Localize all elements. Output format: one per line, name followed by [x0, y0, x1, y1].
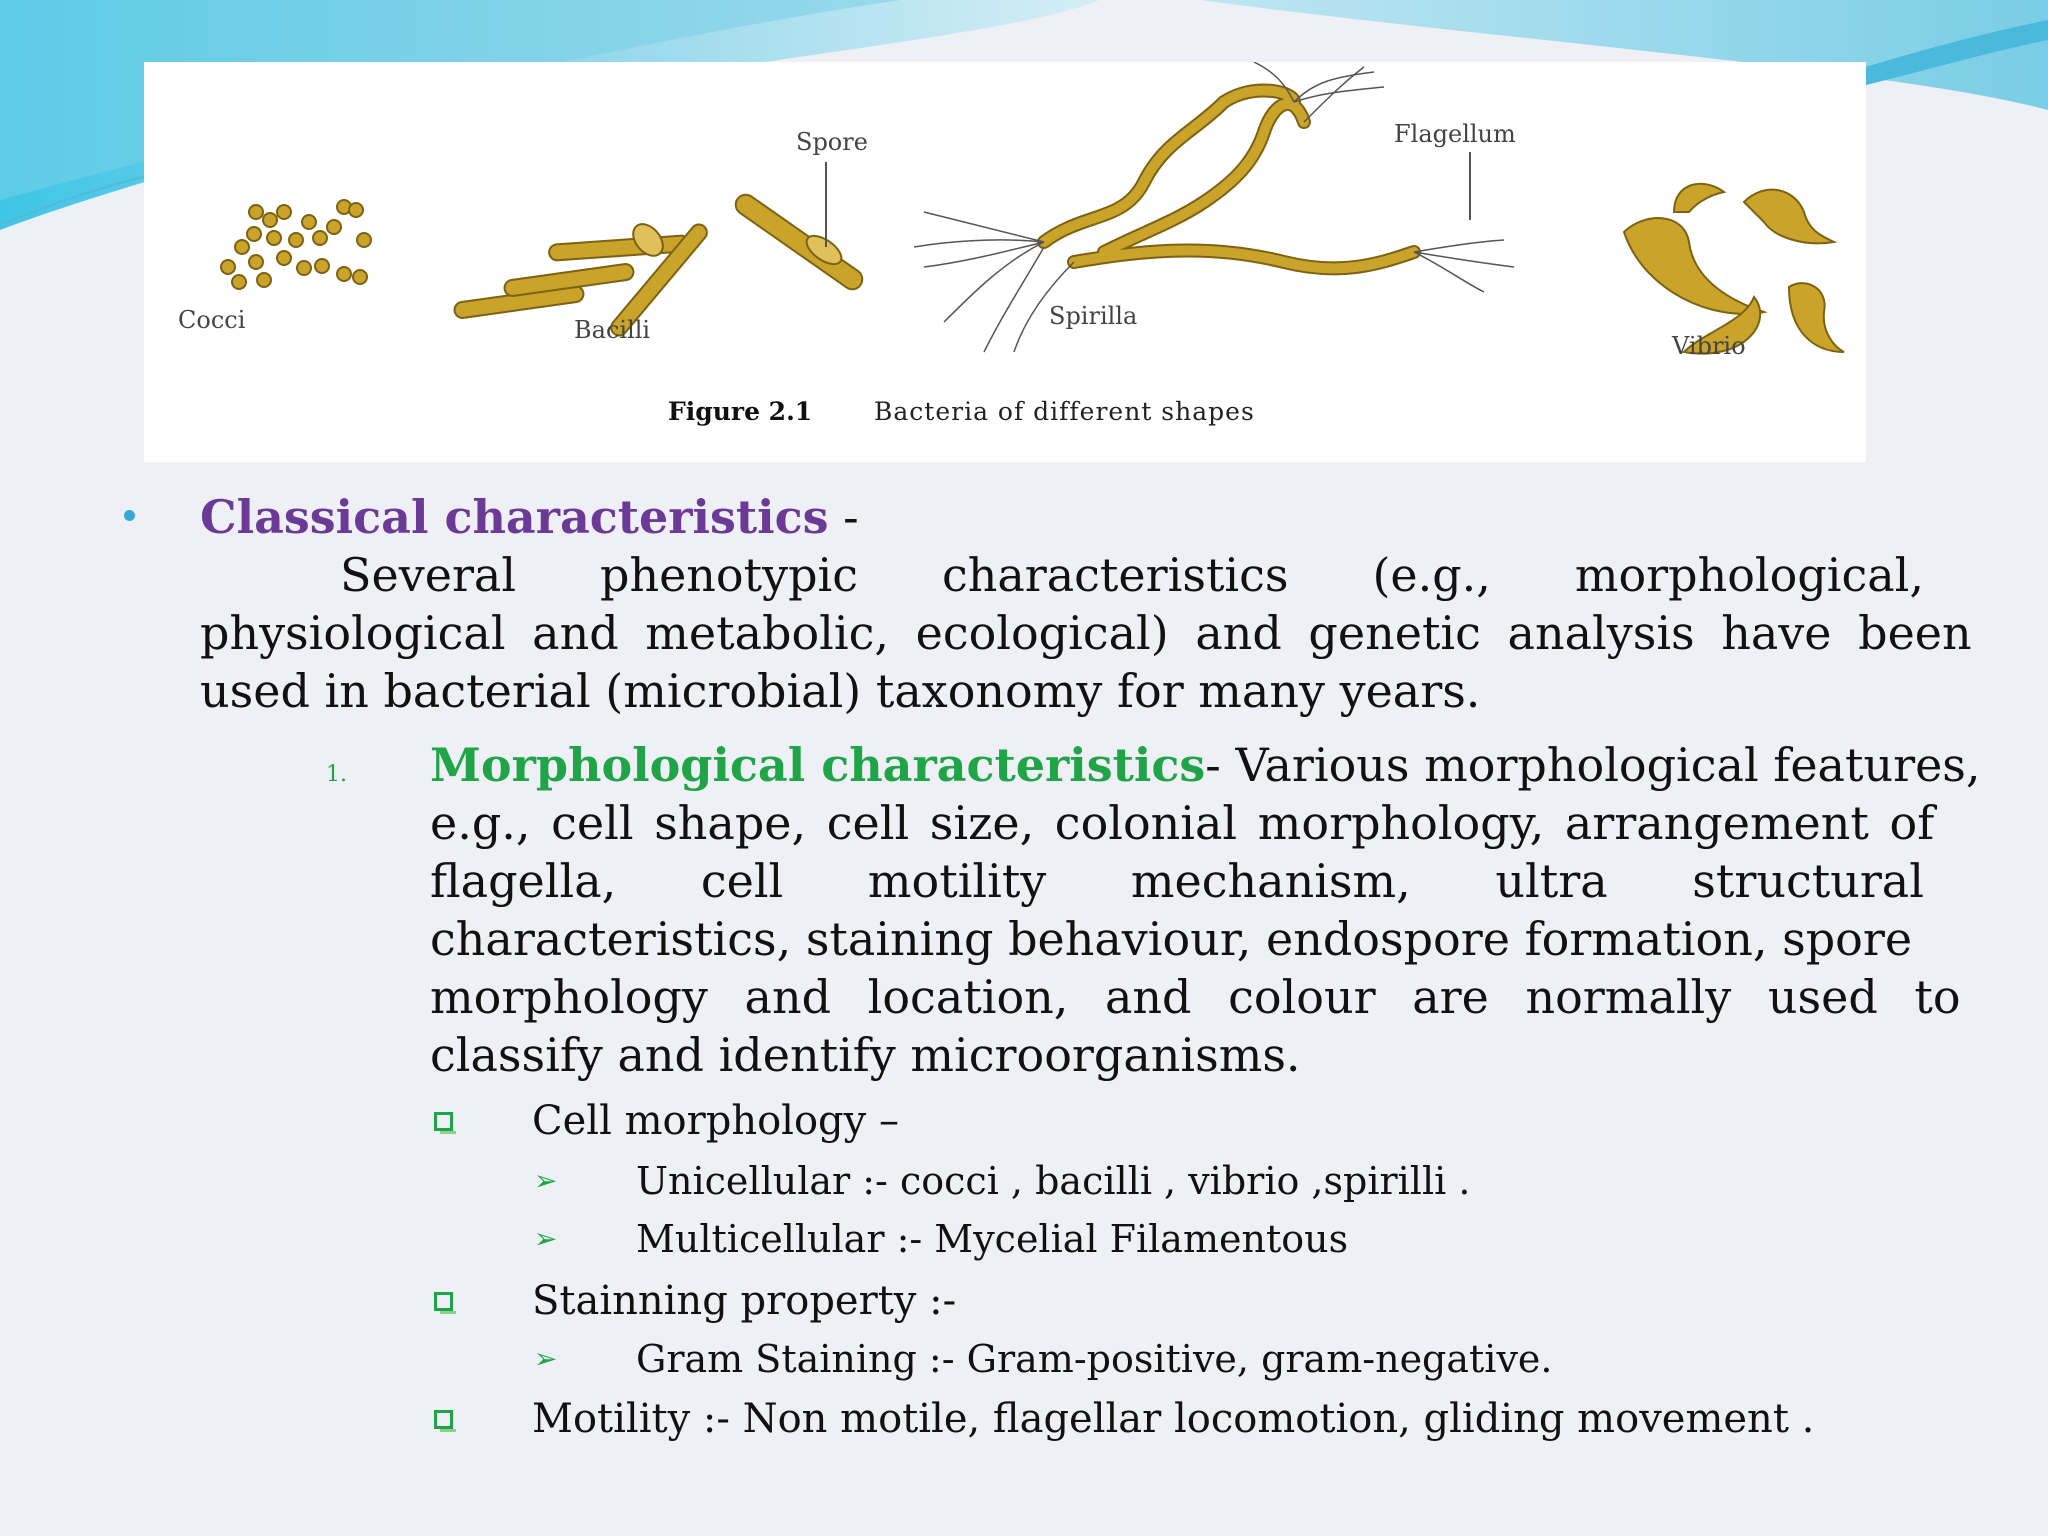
label-spirilla: Spirilla [1049, 302, 1138, 330]
sub-item-cell-morphology: Cell morphology – [532, 1098, 899, 1144]
figure-caption-number: Figure 2.1 [668, 397, 813, 426]
item1-line-1 [430, 736, 1981, 794]
figure-caption-text: Bacteria of different shapes [874, 397, 1255, 426]
square-bullet-icon [434, 1410, 453, 1429]
arrow-bullet-icon: ➢ [534, 1342, 558, 1375]
section-paragraph-line-2: physiological and metabolic, ecological) and genetic analysis have been [200, 606, 1972, 660]
item1-line-6: classify and identify microorganisms. [430, 1028, 1301, 1082]
item1-word: structural [1692, 854, 1924, 908]
item1-line-5: morphology and location, and colour are normally used to [430, 970, 1961, 1024]
para-word: phenotypic [600, 548, 859, 602]
item1-word: ultra [1495, 854, 1608, 908]
para-word: characteristics [941, 548, 1289, 602]
section-paragraph-line-1 [340, 546, 1924, 604]
bacteria-figure [144, 62, 1866, 462]
item1-word: flagella, [430, 854, 617, 908]
arrow-bullet-icon: ➢ [534, 1222, 558, 1255]
label-spore: Spore [796, 128, 868, 156]
item1-line-2: e.g., cell shape, cell size, colonial morphology, arrangement of [430, 796, 1935, 850]
item1-line-3 [430, 852, 1924, 910]
para-word: morphological, [1574, 548, 1924, 602]
item1-word: mechanism, [1130, 854, 1411, 908]
item1-line-4: characteristics, staining behaviour, endospore formation, spore [430, 912, 1913, 966]
arrow-bullet-icon: ➢ [534, 1164, 558, 1197]
para-word: (e.g., [1372, 548, 1491, 602]
sub-child-gram-staining: Gram Staining :- Gram-positive, gram-negative. [636, 1337, 1553, 1381]
sub-child-multicellular: Multicellular :- Mycelial Filamentous [636, 1217, 1349, 1261]
item1-heading: Morphological characteristics [430, 738, 1206, 792]
section-paragraph-line-3: used in bacterial (microbial) taxonomy for many years. [200, 664, 1481, 718]
sub-item-staining: Stainning property :- [532, 1278, 957, 1324]
bullet-dot-icon [124, 510, 135, 521]
sub-item-motility: Motility :- Non motile, flagellar locomotion, gliding movement . [532, 1396, 1815, 1442]
label-cocci: Cocci [178, 306, 246, 334]
section-heading: Classical characteristics [200, 490, 829, 544]
item-number: 1. [326, 762, 347, 787]
label-bacilli: Bacilli [574, 316, 651, 344]
item1-line1-rest: - Various morphological features, [1205, 738, 1981, 792]
sub-child-unicellular: Unicellular :- cocci , bacilli , vibrio ,spirilli . [636, 1159, 1471, 1203]
section-heading-line [200, 488, 859, 546]
para-word: Several [340, 548, 517, 602]
square-bullet-icon [434, 1292, 453, 1311]
figure-panel [144, 62, 1866, 462]
square-bullet-icon [434, 1112, 453, 1131]
label-flagellum: Flagellum [1394, 120, 1516, 148]
label-vibrio: Vibrio [1672, 332, 1746, 360]
item1-word: motility [867, 854, 1047, 908]
section-heading-suffix: - [828, 490, 859, 544]
item1-word: cell [700, 854, 784, 908]
